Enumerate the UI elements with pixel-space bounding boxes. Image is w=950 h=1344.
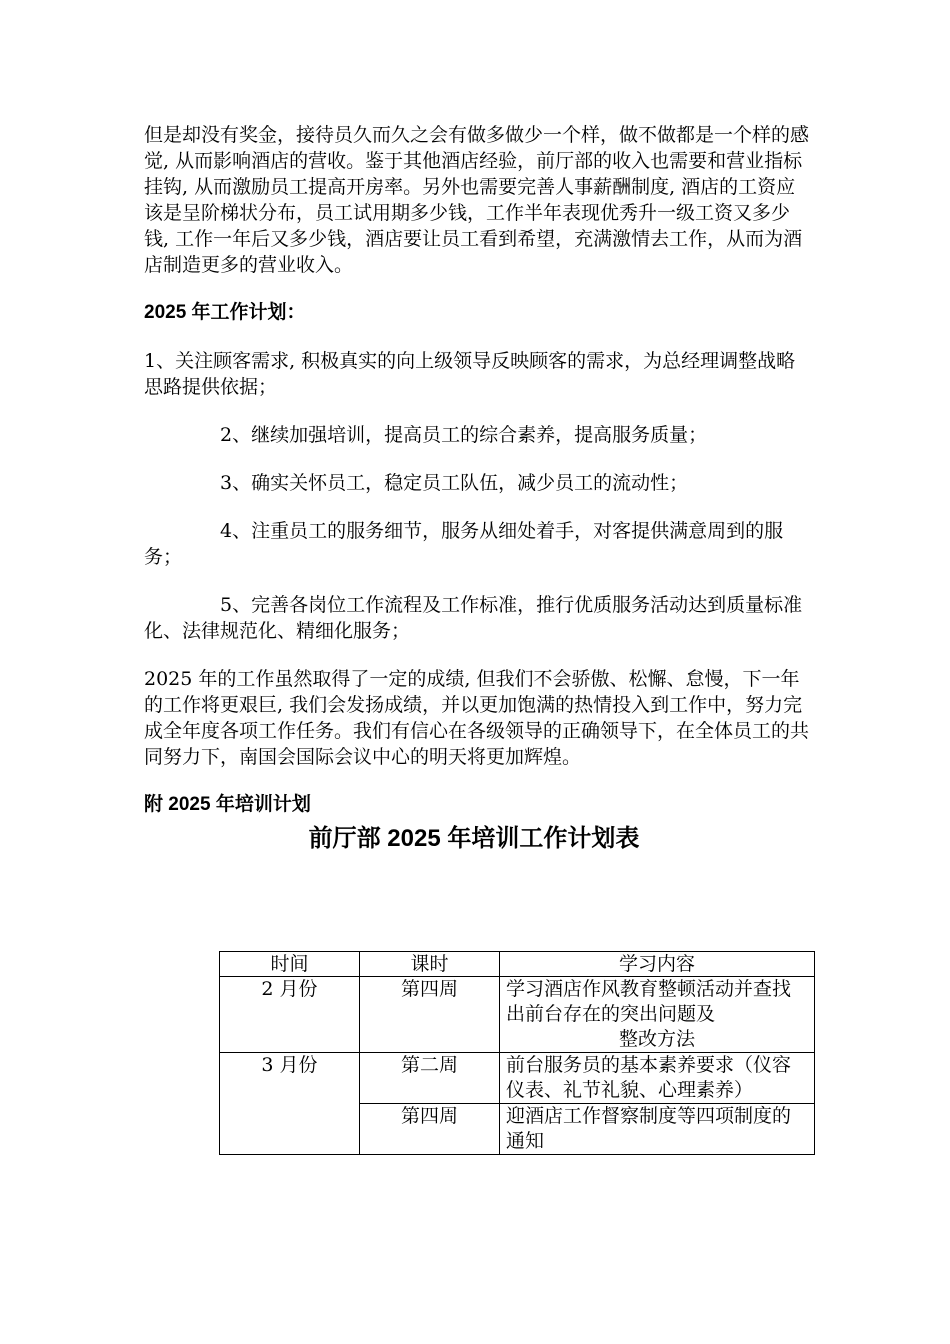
header-content: 学习内容: [500, 952, 815, 977]
header-session: 课时: [360, 952, 500, 977]
plan-item-1: 1、关注顾客需求, 积极真实的向上级领导反映顾客的需求，为总经理调整战略思路提供依据；: [144, 350, 796, 398]
plan-item-3: 3、确实关怀员工，稳定员工队伍，减少员工的流动性；: [220, 472, 689, 494]
plan-item-4: 4、注重员工的服务细节，服务从细处着手，对客提供满意周到的服务；: [144, 520, 784, 568]
header-time: 时间: [220, 952, 360, 977]
table-header-row: [220, 952, 815, 977]
table-row: [220, 977, 815, 1053]
table-row: [220, 1053, 815, 1104]
training-plan-table: [219, 951, 815, 1155]
document-body: [144, 122, 814, 854]
work-plan-heading: 2025 年工作计划：: [144, 302, 306, 323]
intro-paragraph: 但是却没有奖金，接待员久而久之会有做多做少一个样，做不做都是一个样的感觉, 从而影响酒店的营收。鉴于其他酒店经验，前厅部的收入也需要和营业指标挂钩, 从而激励员工提高开房率。另外也需要完善人事薪酬制度, 酒店的工资应该是呈阶梯状分布，员工试用期多少钱，工作半年表现优秀升一级工资又多少钱, 工作一年后又多少钱，酒店要让员工看到希望，充满激情去工作，从而为酒店制造更多的营业收入。: [144, 124, 810, 276]
cell-content-text: 学习酒店作风教育整顿活动并查找出前台存在的突出问题及: [506, 978, 792, 1025]
closing-paragraph: 2025 年的工作虽然取得了一定的成绩, 但我们不会骄傲、松懈、怠慢，下一年的工作将更艰巨, 我们会发扬成绩，并以更加饱满的热情投入到工作中，努力完成全年度各项工作任务。我们有信心在各级领导的正确领导下，在全体员工的共同努力下，南国会国际会议中心的明天将更加辉煌。: [144, 668, 810, 768]
cell-month: 3 月份: [220, 1053, 360, 1155]
cell-week: 第四周: [360, 1104, 500, 1155]
cell-content: 迎酒店工作督察制度等四项制度的通知: [500, 1104, 815, 1155]
plan-item-2: 2、继续加强培训，提高员工的综合素养，提高服务质量；: [220, 424, 708, 446]
plan-item-5: 5、完善各岗位工作流程及工作标准，推行优质服务活动达到质量标准化、法律规范化、精细化服务；: [144, 594, 803, 642]
cell-content-tail: 整改方法: [618, 1028, 695, 1050]
cell-week: 第四周: [360, 977, 500, 1053]
cell-content: 前台服务员的基本素养要求（仪容仪表、礼节礼貌、心理素养）: [500, 1053, 815, 1104]
cell-month: 2 月份: [220, 977, 360, 1053]
cell-week: 第二周: [360, 1053, 500, 1104]
table-title: 前厅部 2025 年培训工作计划表: [308, 825, 640, 852]
cell-content: [500, 977, 815, 1053]
appendix-heading: 附 2025 年培训计划: [144, 794, 311, 815]
